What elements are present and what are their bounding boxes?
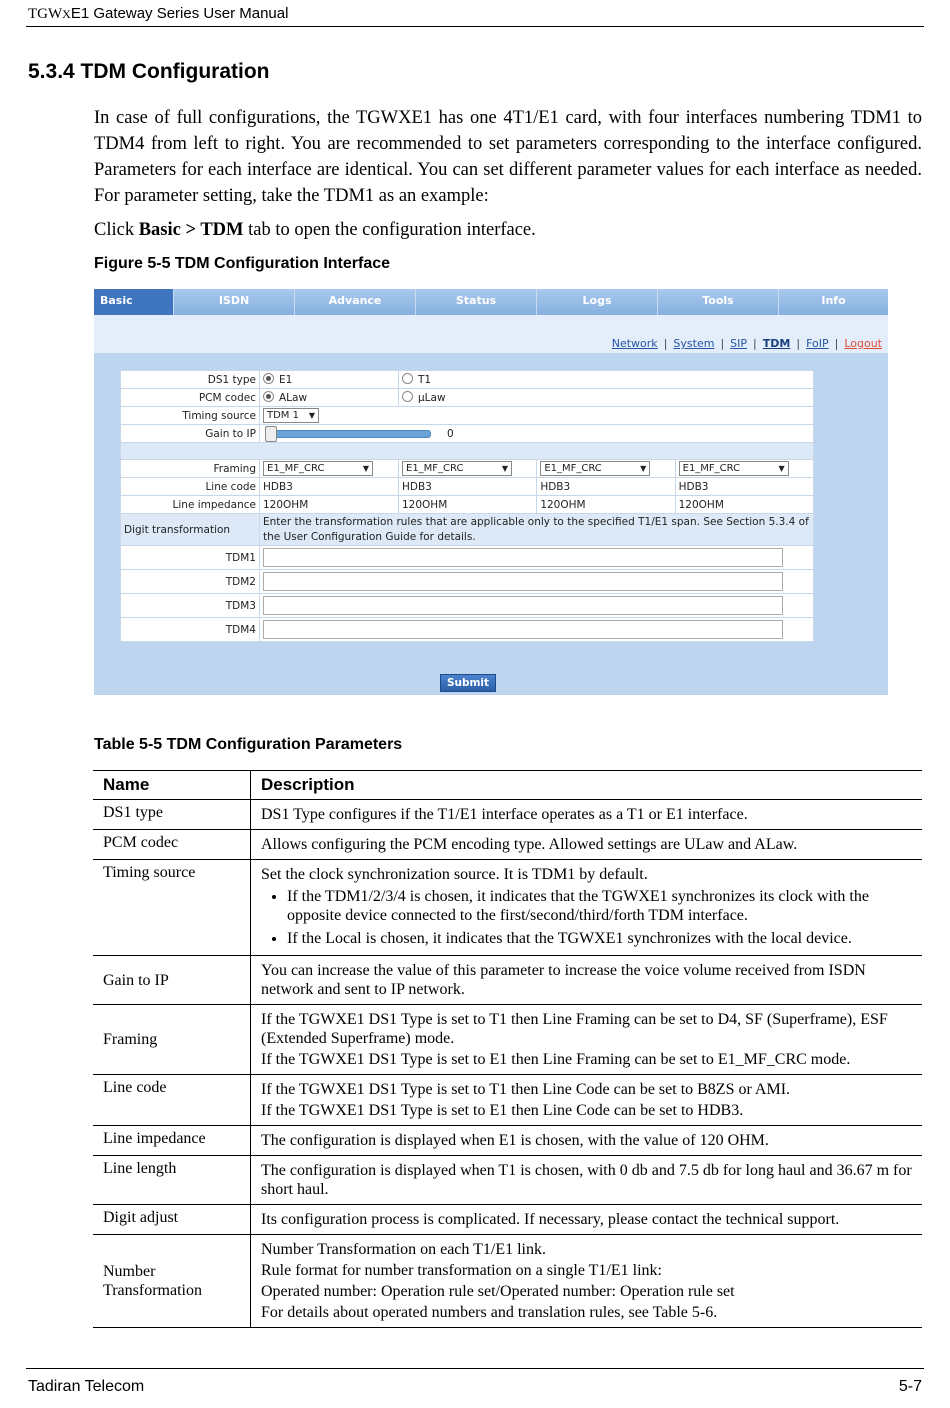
dropdown-arrow-icon: ▼ [308, 411, 315, 420]
nav-tab-isdn[interactable]: ISDN [174, 289, 295, 315]
column-header-description: Description [251, 771, 923, 800]
pcm-codec-alaw-option[interactable]: ALaw [260, 389, 399, 407]
sub-nav-bar [94, 315, 888, 353]
footer-rule [26, 1368, 924, 1369]
table-row [93, 830, 922, 860]
param-description: The configuration is displayed when T1 is chosen, with 0 db and 7.5 db for long haul and 36.67 m for short haul. [261, 1162, 912, 1198]
param-description: If the TGWXE1 DS1 Type is set to E1 then Line Framing can be set to E1_MF_CRC mode. [261, 1051, 851, 1068]
tdm4-label: TDM4 [121, 618, 260, 642]
sublink-foip[interactable]: FoIP [806, 337, 829, 350]
slider-handle[interactable] [265, 426, 277, 442]
timing-source-label: Timing source [121, 407, 260, 425]
ds1-type-t1-option[interactable]: T1 [399, 371, 814, 389]
framing-select-3[interactable]: E1_MF_CRC ▼ [540, 461, 650, 476]
gain-value: 0 [447, 427, 454, 440]
column-header-name: Name [93, 771, 251, 800]
tdm4-rule-input[interactable] [263, 620, 783, 639]
param-name: PCM codec [93, 830, 251, 860]
param-description: Number Transformation on each T1/E1 link. [261, 1241, 546, 1258]
radio-selected-icon[interactable] [263, 391, 274, 402]
sublink-system[interactable]: System [673, 337, 715, 350]
tdm2-rule-input[interactable] [263, 572, 783, 591]
gain-to-ip-label: Gain to IP [121, 425, 260, 443]
digit-transformation-help: Enter the transformation rules that are applicable only to the specified T1/E1 span. See Section 5.3.4 of the User Configuration Guide for details. [260, 514, 814, 546]
tdm3-label: TDM3 [121, 594, 260, 618]
dropdown-arrow-icon: ▼ [501, 464, 508, 473]
line-impedance-value-2: 120OHM [399, 496, 537, 514]
table-row [93, 1005, 922, 1075]
nav-tab-tools[interactable]: Tools [658, 289, 779, 315]
main-nav-bar [94, 289, 888, 315]
pcm-codec-label: PCM codec [121, 389, 260, 407]
dropdown-arrow-icon: ▼ [778, 464, 785, 473]
table-row [93, 860, 922, 956]
param-name: Timing source [93, 860, 251, 956]
nav-tab-logs[interactable]: Logs [537, 289, 658, 315]
page-number: 5-7 [898, 1378, 922, 1395]
bullet-item: • If the TDM1/2/3/4 is chosen, it indicates that the TGWXE1 synchronizes its clock with the opposite device connected to the first/second/third/forth TDM interface. [287, 887, 912, 925]
framing-select-4[interactable]: E1_MF_CRC ▼ [679, 461, 789, 476]
param-name: Line length [93, 1156, 251, 1205]
separator-band [121, 443, 814, 460]
param-description: If the TGWXE1 DS1 Type is set to T1 then Line Framing can be set to D4, SF (Superframe), ESF (Extended Superframe) mode. [261, 1011, 888, 1047]
line-impedance-value-3: 120OHM [537, 496, 675, 514]
timing-source-select[interactable]: TDM 1 ▼ [263, 408, 319, 423]
gain-slider[interactable] [269, 430, 431, 438]
param-description: If the TGWXE1 DS1 Type is set to E1 then Line Code can be set to HDB3. [261, 1102, 744, 1119]
parameters-table [93, 770, 922, 1328]
header-rule [26, 26, 924, 27]
param-name: Framing [93, 1005, 251, 1075]
framing-select-1[interactable]: E1_MF_CRC ▼ [263, 461, 373, 476]
tdm1-rule-input[interactable] [263, 548, 783, 567]
param-description: For details about operated numbers and translation rules, see Table 5-6. [261, 1304, 718, 1321]
param-description: Allows configuring the PCM encoding type. Allowed settings are ULaw and ALaw. [261, 836, 798, 853]
param-name: DS1 type [93, 800, 251, 830]
intro-paragraph: In case of full configurations, the TGWXE1 has one 4T1/E1 card, with four interfaces numbering TDM1 to TDM4 from left to right. You are recommended to set parameters corresponding to the interface configured. Parameters for each interface are identical. You can set different parameter values for each interface as needed. For parameter setting, take the TDM1 as an example: [94, 108, 922, 206]
table-row [93, 1235, 922, 1328]
table-row [93, 1126, 922, 1156]
line-code-value-4: HDB3 [675, 478, 813, 496]
param-description: If the TGWXE1 DS1 Type is set to T1 then Line Code can be set to B8ZS or AMI. [261, 1081, 791, 1098]
table-caption: Table 5-5 TDM Configuration Parameters [94, 736, 403, 753]
line-code-value-3: HDB3 [537, 478, 675, 496]
radio-selected-icon[interactable] [263, 373, 274, 384]
param-description: Its configuration process is complicated. If necessary, please contact the technical support. [261, 1211, 840, 1228]
line-impedance-value-4: 120OHM [675, 496, 813, 514]
dropdown-arrow-icon: ▼ [362, 464, 369, 473]
line-code-value-1: HDB3 [260, 478, 399, 496]
line-code-value-2: HDB3 [399, 478, 537, 496]
table-row [93, 800, 922, 830]
sublink-logout[interactable]: Logout [844, 337, 882, 350]
param-description: Operated number: Operation rule set/Operated number: Operation rule set [261, 1283, 735, 1300]
line-code-label: Line code [121, 478, 260, 496]
tdm2-label: TDM2 [121, 570, 260, 594]
nav-tab-basic[interactable]: Basic [94, 289, 174, 315]
tdm-settings-grid [120, 370, 814, 642]
table-row [93, 1075, 922, 1126]
digit-transformation-label: Digit transformation [121, 514, 260, 546]
sublink-tdm[interactable]: TDM [762, 337, 791, 350]
dropdown-arrow-icon: ▼ [640, 464, 647, 473]
param-description: DS1 Type configures if the T1/E1 interface operates as a T1 or E1 interface. [261, 806, 748, 823]
radio-icon[interactable] [402, 391, 413, 402]
table-row [93, 956, 922, 1005]
param-description: Set the clock synchronization source. It is TDM1 by default. [261, 866, 648, 883]
pcm-codec-ulaw-option[interactable]: µLaw [399, 389, 814, 407]
tdm3-rule-input[interactable] [263, 596, 783, 615]
param-description: You can increase the value of this parameter to increase the voice volume received from ISDN network and sent to IP network. [261, 962, 866, 998]
tdm-config-screenshot [94, 289, 888, 695]
figure-caption: Figure 5-5 TDM Configuration Interface [94, 255, 391, 272]
param-description: Rule format for number transformation on a single T1/E1 link: [261, 1262, 662, 1279]
sublink-network[interactable]: Network [611, 337, 658, 350]
param-name: Line code [93, 1075, 251, 1126]
ds1-type-label: DS1 type [121, 371, 260, 389]
bullet-list [261, 887, 912, 948]
ds1-type-e1-option[interactable]: E1 [260, 371, 399, 389]
param-name: Line impedance [93, 1126, 251, 1156]
table-row [93, 1205, 922, 1235]
table-row [93, 1156, 922, 1205]
nav-tab-info[interactable]: Info [821, 294, 846, 307]
param-name: Gain to IP [93, 956, 251, 1005]
bullet-item: • If the Local is chosen, it indicates that the TGWXE1 synchronizes with the local device. [287, 929, 912, 948]
sublink-sip[interactable]: SIP [730, 337, 748, 350]
click-instruction: Click Basic > TDM tab to open the configuration interface. [94, 220, 536, 240]
tdm1-label: TDM1 [121, 546, 260, 570]
running-header: TGWXE1 Gateway Series User Manual [28, 5, 289, 22]
sub-nav-links: Network | System | SIP | TDM | FoIP | Logout [611, 337, 882, 350]
framing-select-2[interactable]: E1_MF_CRC ▼ [402, 461, 512, 476]
framing-label: Framing [121, 460, 260, 478]
param-name: Digit adjust [93, 1205, 251, 1235]
submit-button[interactable]: Submit [440, 674, 496, 692]
footer-company: Tadiran Telecom [28, 1378, 145, 1395]
nav-tab-advance[interactable]: Advance [295, 289, 416, 315]
nav-tab-status[interactable]: Status [416, 289, 537, 315]
param-description: The configuration is displayed when E1 is chosen, with the value of 120 OHM. [261, 1132, 769, 1149]
line-impedance-label: Line impedance [121, 496, 260, 514]
line-impedance-value-1: 120OHM [260, 496, 399, 514]
section-title: 5.3.4 TDM Configuration [28, 60, 270, 83]
radio-icon[interactable] [402, 373, 413, 384]
param-name: Number Transformation [93, 1235, 251, 1328]
